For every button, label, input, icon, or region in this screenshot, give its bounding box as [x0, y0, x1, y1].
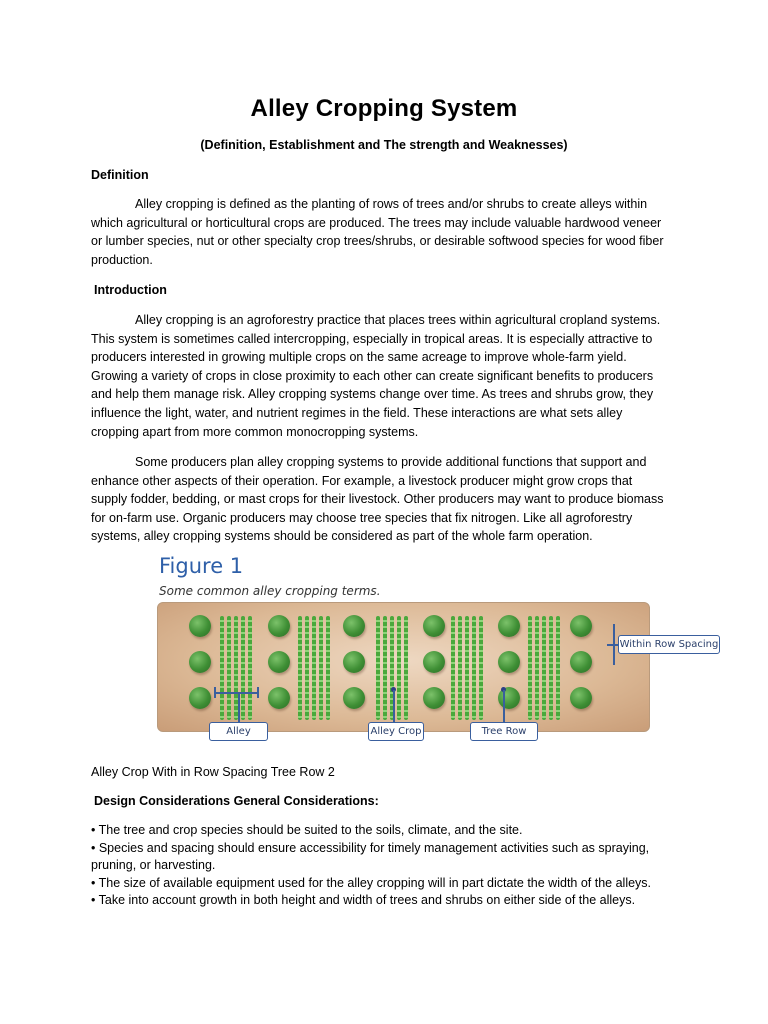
tree-icon [570, 651, 592, 673]
design-heading: Design Considerations General Considerations: [94, 794, 379, 808]
alley-crop-label: Alley Crop [368, 722, 424, 741]
figure-caption: Alley Crop With in Row Spacing Tree Row 2 [91, 765, 335, 779]
tree-icon [268, 687, 290, 709]
tree-icon [423, 615, 445, 637]
text-line: Alley cropping is defined as the planting of rows of trees and/or shrubs to create alleys within [135, 197, 648, 211]
crop-row [383, 616, 387, 720]
alley-cropping-figure [150, 552, 725, 747]
crop-row [241, 616, 245, 720]
tree-icon [498, 651, 520, 673]
text-line: enhance other aspects of their operation. For example, a livestock producer might grow crops that [91, 473, 633, 488]
callout-line [503, 690, 505, 723]
text-line: or lumber species, nut or other specialty crop trees/shrubs, or desirable softwood species for wood fiber [91, 234, 664, 249]
dimension-tick [214, 687, 216, 698]
text-line: production. [91, 252, 153, 267]
tree-icon [268, 615, 290, 637]
tree-icon [189, 651, 211, 673]
text-line: which agricultural or horticultural crops are produced. The trees may include valuable hardwood veneer [91, 215, 662, 230]
list-item: • The size of available equipment used for the alley cropping will in part dictate the width of the alleys. [91, 875, 652, 890]
tree-icon [343, 651, 365, 673]
crop-row [451, 616, 455, 720]
field-illustration [157, 602, 650, 732]
document-title: Alley Cropping System [250, 95, 518, 122]
crop-row [458, 616, 462, 720]
crop-row [404, 616, 408, 720]
crop-row [397, 616, 401, 720]
document-subtitle: (Definition, Establishment and The strength and Weaknesses) [200, 138, 568, 152]
callout-line [238, 692, 240, 723]
text-line: producers interested in growing multiple crops on the same acreage to improve whole-farm yield. [91, 350, 627, 365]
dimension-tick [257, 687, 259, 698]
crop-row [542, 616, 546, 720]
tree-icon [423, 687, 445, 709]
crop-row [248, 616, 252, 720]
within-row-spacing-label: Within Row Spacing [618, 635, 720, 654]
crop-row [305, 616, 309, 720]
tree-icon [423, 651, 445, 673]
alley-dimension-line [214, 692, 258, 694]
definition-paragraph [91, 195, 683, 269]
crop-row [528, 616, 532, 720]
list-item: • Take into account growth in both height and width of trees and shrubs on either side of the alleys. [91, 893, 636, 908]
crop-row [227, 616, 231, 720]
crop-row [535, 616, 539, 720]
crop-row [298, 616, 302, 720]
text-line: Some producers plan alley cropping systems to provide additional functions that support and [135, 455, 647, 469]
text-line: This system is sometimes called intercropping, especially in tropical areas. It is especially attractive to [91, 331, 653, 346]
text-line: Growing a variety of crops in close proximity to each other can create significant benefits to producers [91, 368, 654, 383]
tree-icon [343, 687, 365, 709]
tree-icon [498, 615, 520, 637]
crop-row [312, 616, 316, 720]
crop-row [465, 616, 469, 720]
considerations-list [91, 822, 691, 910]
tree-icon [570, 687, 592, 709]
crop-row [326, 616, 330, 720]
callout-line [393, 690, 395, 723]
figure-subtitle: Some common alley cropping terms. [159, 584, 381, 598]
functions-paragraph [91, 453, 683, 546]
text-line: systems, alley cropping systems should be considered as part of the whole farm operation. [91, 529, 593, 544]
crop-row [549, 616, 553, 720]
list-item: • Species and spacing should ensure accessibility for timely management activities such as spraying, [91, 840, 650, 855]
crop-row [479, 616, 483, 720]
tree-row-label: Tree Row [470, 722, 538, 741]
text-line: cropping apart from more common monocropping systems. [91, 424, 419, 439]
text-line: for on-farm use. Organic producers may choose tree species that fix nitrogen. Like all agroforestry [91, 510, 633, 525]
tree-icon [343, 615, 365, 637]
crop-row [472, 616, 476, 720]
introduction-paragraph [91, 311, 683, 441]
alley-label: Alley [209, 722, 268, 741]
tree-icon [189, 687, 211, 709]
tree-icon [268, 651, 290, 673]
crop-row [376, 616, 380, 720]
crop-row [556, 616, 560, 720]
crop-row [220, 616, 224, 720]
tree-icon [189, 615, 211, 637]
text-line: influence the light, water, and nutrient regimes in the field. These interactions are what sets alley [91, 405, 623, 420]
crop-row [319, 616, 323, 720]
text-line: and help them manage risk. Alley cropping systems change over time. As trees and shrubs grow, they [91, 387, 654, 402]
text-line: supply fodder, bedding, or mast crops for their livestock. Other producers may want to produce biomass [91, 492, 664, 507]
introduction-heading: Introduction [94, 283, 167, 297]
tree-icon [570, 615, 592, 637]
list-item: • The tree and crop species should be suited to the soils, climate, and the site. [91, 823, 523, 837]
figure-title: Figure 1 [159, 554, 244, 578]
definition-heading: Definition [91, 168, 149, 182]
list-item: pruning, or harvesting. [91, 858, 216, 873]
text-line: Alley cropping is an agroforestry practice that places trees within agricultural cropland systems. [135, 313, 661, 327]
